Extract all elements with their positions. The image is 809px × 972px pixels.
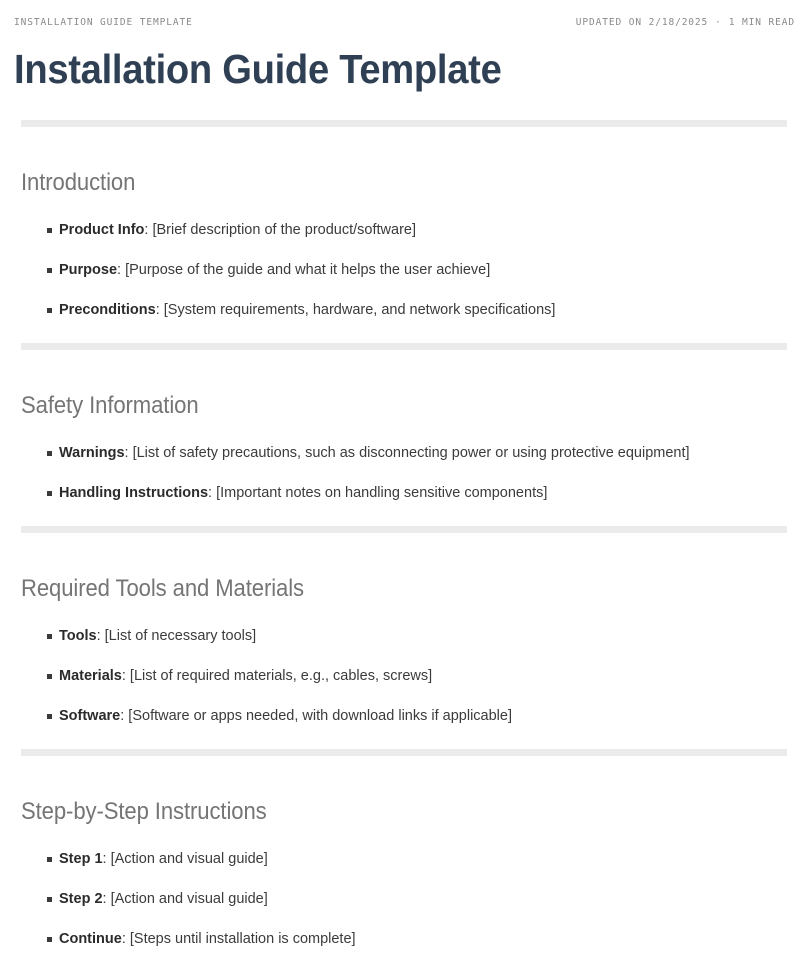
list-item <box>21 890 788 908</box>
spacer <box>0 533 809 574</box>
document-section <box>0 168 809 319</box>
square-bullet-icon <box>47 634 52 639</box>
last-updated-label: UPDATED ON 2/18/2025 <box>575 16 709 28</box>
spacer <box>0 502 809 526</box>
spacer <box>0 756 809 797</box>
list-item-label: Continue <box>59 931 122 947</box>
section-bullet-list <box>21 444 788 502</box>
section-divider <box>21 120 787 127</box>
square-bullet-icon <box>47 937 52 942</box>
spacer <box>21 604 788 627</box>
document-section <box>0 797 809 948</box>
document-section <box>0 574 809 725</box>
spacer <box>21 198 788 221</box>
list-item-label: Software <box>59 708 121 724</box>
spacer <box>0 948 809 972</box>
square-bullet-icon <box>47 451 52 456</box>
document-section <box>0 391 809 502</box>
list-item-label: Step 2 <box>59 891 103 907</box>
list-item-text: : [Action and visual guide] <box>102 851 268 867</box>
document-meta-right <box>576 17 795 28</box>
list-item-label: Materials <box>59 668 122 684</box>
list-item <box>21 707 788 725</box>
list-item <box>21 261 788 279</box>
section-bullet-list <box>21 627 788 725</box>
list-item-label: Warnings <box>59 445 125 461</box>
spacer <box>0 319 809 343</box>
section-heading: Step-by-Step Instructions <box>21 798 267 825</box>
square-bullet-icon <box>47 674 52 679</box>
list-item <box>21 484 788 502</box>
list-item-text: : [System requirements, hardware, and network specifications] <box>155 302 556 318</box>
list-item <box>21 850 788 868</box>
spacer <box>0 725 809 749</box>
list-item-text: : [List of necessary tools] <box>96 628 257 644</box>
page-title: Installation Guide Template <box>14 46 502 92</box>
section-heading: Introduction <box>21 169 136 196</box>
section-divider <box>21 526 787 533</box>
list-item-label: Purpose <box>59 262 118 278</box>
square-bullet-icon <box>47 491 52 496</box>
list-item-text: : [Steps until installation is complete] <box>121 931 356 947</box>
document-body <box>0 120 809 972</box>
square-bullet-icon <box>47 308 52 313</box>
section-divider <box>21 749 787 756</box>
list-item <box>21 221 788 239</box>
list-item-text: : [List of safety precautions, such as disconnecting power or using protective equipment] <box>124 445 690 461</box>
list-item-text: : [Action and visual guide] <box>102 891 268 907</box>
list-item-text: : [List of required materials, e.g., cables, screws] <box>121 668 433 684</box>
document-meta-bar <box>14 14 795 30</box>
list-item <box>21 627 788 645</box>
list-item-label: Tools <box>59 628 97 644</box>
spacer <box>21 827 788 850</box>
list-item-text: : [Software or apps needed, with download links if applicable] <box>120 708 512 724</box>
spacer <box>21 421 788 444</box>
meta-separator-dot: · <box>715 16 722 28</box>
list-item <box>21 930 788 948</box>
list-item-text: : [Purpose of the guide and what it helps the user achieve] <box>117 262 491 278</box>
section-heading: Safety Information <box>21 392 199 419</box>
list-item-label: Handling Instructions <box>59 485 209 501</box>
list-item-text: : [Brief description of the product/software] <box>144 222 416 238</box>
list-item-label: Preconditions <box>59 302 156 318</box>
section-bullet-list <box>21 221 788 319</box>
spacer <box>0 350 809 391</box>
read-time-label: 1 MIN READ <box>728 16 795 28</box>
list-item-label: Product Info <box>59 222 145 238</box>
square-bullet-icon <box>47 714 52 719</box>
list-item-text: : [Important notes on handling sensitive components] <box>208 485 548 501</box>
square-bullet-icon <box>47 897 52 902</box>
document-eyebrow-label: INSTALLATION GUIDE TEMPLATE <box>14 16 193 28</box>
section-divider <box>21 343 787 350</box>
square-bullet-icon <box>47 857 52 862</box>
section-heading: Required Tools and Materials <box>21 575 305 602</box>
list-item <box>21 301 788 319</box>
list-item <box>21 444 788 462</box>
list-item <box>21 667 788 685</box>
list-item-label: Step 1 <box>59 851 103 867</box>
square-bullet-icon <box>47 228 52 233</box>
spacer <box>0 127 809 168</box>
square-bullet-icon <box>47 268 52 273</box>
section-bullet-list <box>21 850 788 948</box>
